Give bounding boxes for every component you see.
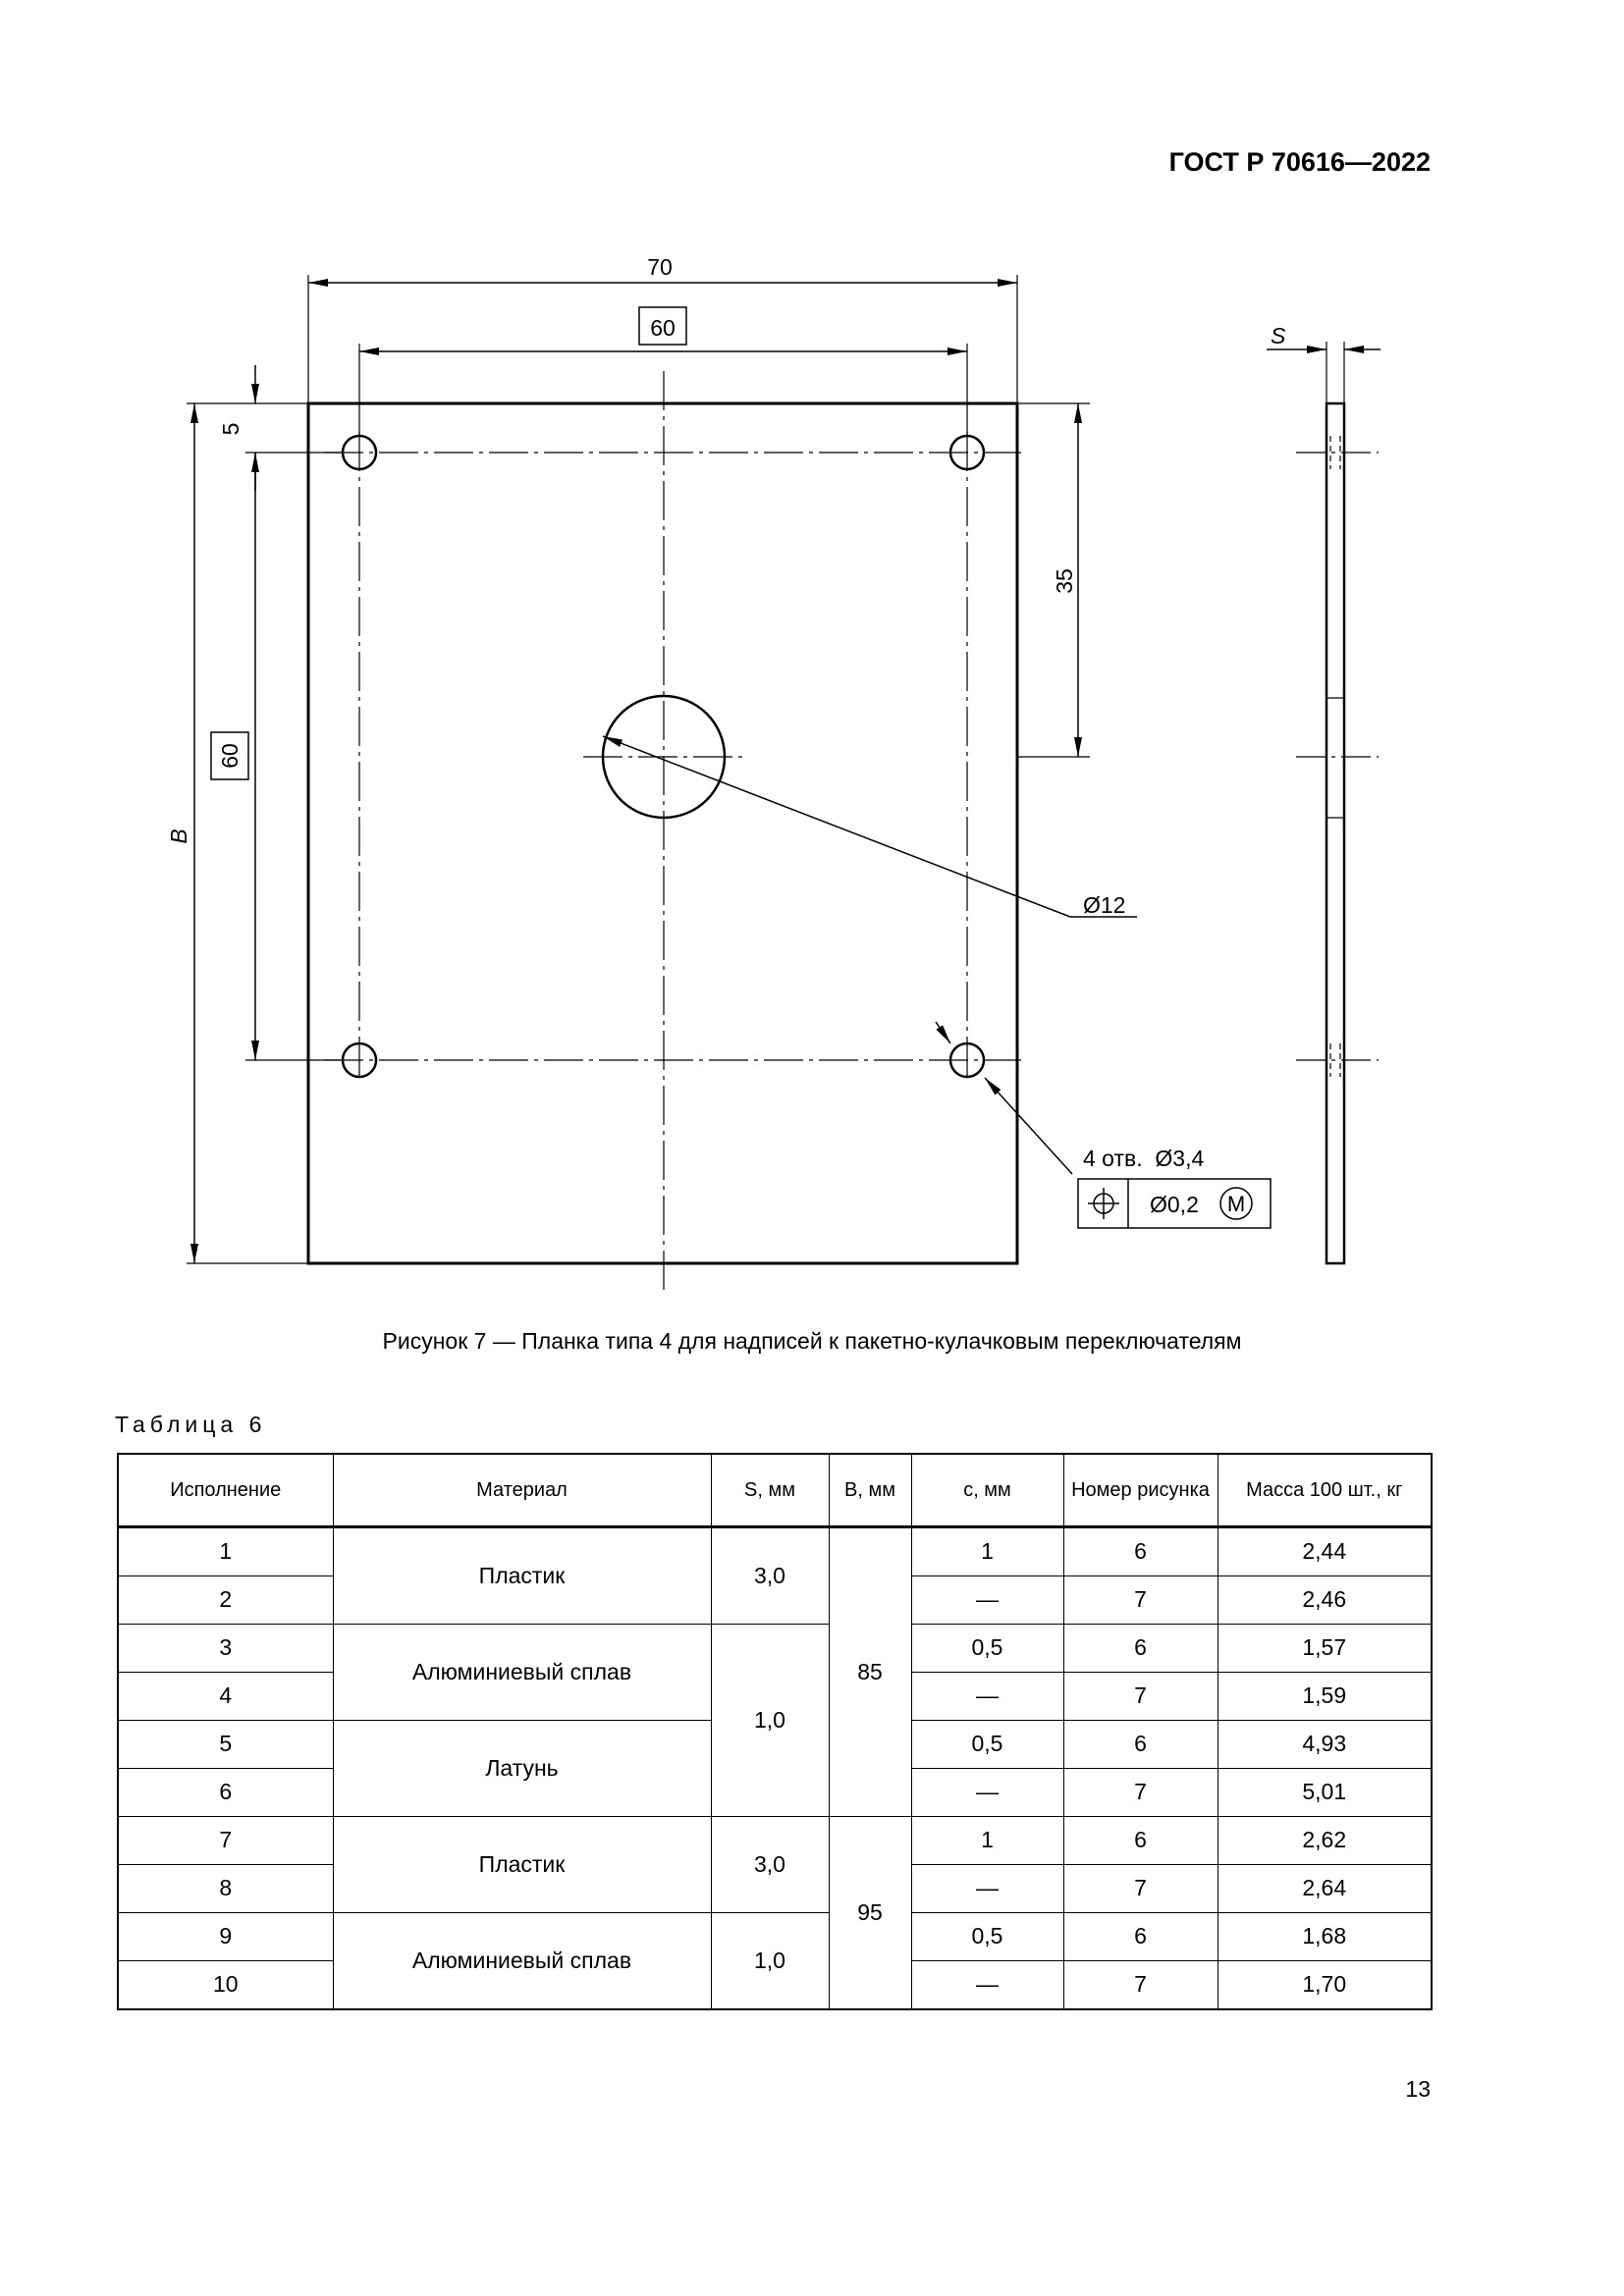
cell-c: 0,5 (911, 1913, 1063, 1961)
standard-code: ГОСТ Р 70616—2022 (1168, 147, 1431, 177)
table-row (118, 1625, 1432, 1673)
col-header-s: S, мм (711, 1454, 829, 1527)
cell-c: — (911, 1769, 1063, 1817)
cell-variant: 1 (118, 1527, 333, 1576)
cell-c: — (911, 1961, 1063, 2010)
center-hole-diameter-label: Ø12 (1083, 892, 1126, 918)
dim-height-label: B (166, 828, 191, 844)
cell-figure: 6 (1063, 1721, 1218, 1769)
cell-s: 1,0 (711, 1913, 829, 2010)
dim-width-label: 70 (647, 254, 673, 280)
cell-mass: 4,93 (1218, 1721, 1432, 1769)
dim-holes-h-label: 60 (650, 315, 676, 341)
cell-mass: 1,57 (1218, 1625, 1432, 1673)
cell-c: — (911, 1673, 1063, 1721)
cell-variant: 4 (118, 1673, 333, 1721)
col-header-b: B, мм (829, 1454, 911, 1527)
cell-variant: 6 (118, 1769, 333, 1817)
cell-material: Латунь (333, 1721, 711, 1817)
cell-figure: 6 (1063, 1527, 1218, 1576)
cell-variant: 7 (118, 1817, 333, 1865)
side-view-outline (1326, 403, 1344, 1263)
cell-c: 0,5 (911, 1721, 1063, 1769)
table-row (118, 1913, 1432, 1961)
cell-b: 85 (829, 1527, 911, 1817)
dim-thickness-label: S (1271, 323, 1286, 348)
cell-figure: 7 (1063, 1673, 1218, 1721)
extension-lines (187, 275, 1090, 1263)
cell-figure: 7 (1063, 1769, 1218, 1817)
center-hole-leader (603, 736, 1137, 917)
cell-variant: 8 (118, 1865, 333, 1913)
cell-variant: 3 (118, 1625, 333, 1673)
cell-variant: 9 (118, 1913, 333, 1961)
dimension-lines (194, 283, 1078, 1263)
cell-figure: 6 (1063, 1625, 1218, 1673)
cell-variant: 2 (118, 1576, 333, 1625)
cell-mass: 2,44 (1218, 1527, 1432, 1576)
cell-b: 95 (829, 1817, 911, 2010)
side-view-hidden-lines (1296, 342, 1379, 1077)
data-table (117, 1453, 1433, 2010)
figure-caption: Рисунок 7 — Планка типа 4 для надписей к пакетно-кулачковым переключателям (382, 1328, 1242, 1354)
cell-c: 1 (911, 1527, 1063, 1576)
position-tolerance-frame (1078, 1179, 1271, 1228)
holes-leader (936, 1022, 1072, 1174)
cell-s: 1,0 (711, 1625, 829, 1817)
table-row (118, 1527, 1432, 1576)
position-tolerance-value: Ø0,2 (1150, 1192, 1199, 1217)
cell-figure: 6 (1063, 1817, 1218, 1865)
cell-material: Пластик (333, 1817, 711, 1913)
col-header-mass: Масса 100 шт., кг (1218, 1454, 1432, 1527)
col-header-figure: Номер рисунка (1063, 1454, 1218, 1527)
cell-mass: 2,62 (1218, 1817, 1432, 1865)
col-header-variant: Исполнение (118, 1454, 333, 1527)
page-number: 13 (1405, 2076, 1431, 2102)
col-header-c: с, мм (911, 1454, 1063, 1527)
cell-figure: 7 (1063, 1576, 1218, 1625)
col-header-material: Материал (333, 1454, 711, 1527)
cell-variant: 10 (118, 1961, 333, 2010)
mmc-modifier-label: M (1226, 1192, 1246, 1216)
cell-mass: 5,01 (1218, 1769, 1432, 1817)
table-row (118, 1817, 1432, 1865)
cell-figure: 6 (1063, 1913, 1218, 1961)
dim-holes-v-label: 60 (217, 743, 243, 769)
cell-material: Пластик (333, 1527, 711, 1625)
holes-note: 4 отв. Ø3,4 (1083, 1146, 1205, 1171)
cell-s: 3,0 (711, 1527, 829, 1625)
dim-edge-offset-label: 5 (218, 422, 244, 436)
position-symbol-icon (1088, 1188, 1119, 1219)
cell-mass: 2,64 (1218, 1865, 1432, 1913)
cell-material: Алюминиевый сплав (333, 1913, 711, 2010)
dim-center-offset-label: 35 (1052, 568, 1077, 594)
cell-s: 3,0 (711, 1817, 829, 1913)
cell-c: — (911, 1865, 1063, 1913)
cell-figure: 7 (1063, 1865, 1218, 1913)
plate-outline (308, 403, 1017, 1263)
cell-mass: 2,46 (1218, 1576, 1432, 1625)
cell-c: — (911, 1576, 1063, 1625)
cell-mass: 1,70 (1218, 1961, 1432, 2010)
cell-variant: 5 (118, 1721, 333, 1769)
cell-figure: 7 (1063, 1961, 1218, 2010)
cell-material: Алюминиевый сплав (333, 1625, 711, 1721)
cell-c: 1 (911, 1817, 1063, 1865)
cell-mass: 1,59 (1218, 1673, 1432, 1721)
table-title: Таблица 6 (115, 1412, 267, 1437)
cell-c: 0,5 (911, 1625, 1063, 1673)
cell-mass: 1,68 (1218, 1913, 1432, 1961)
center-lines (324, 371, 1021, 1291)
